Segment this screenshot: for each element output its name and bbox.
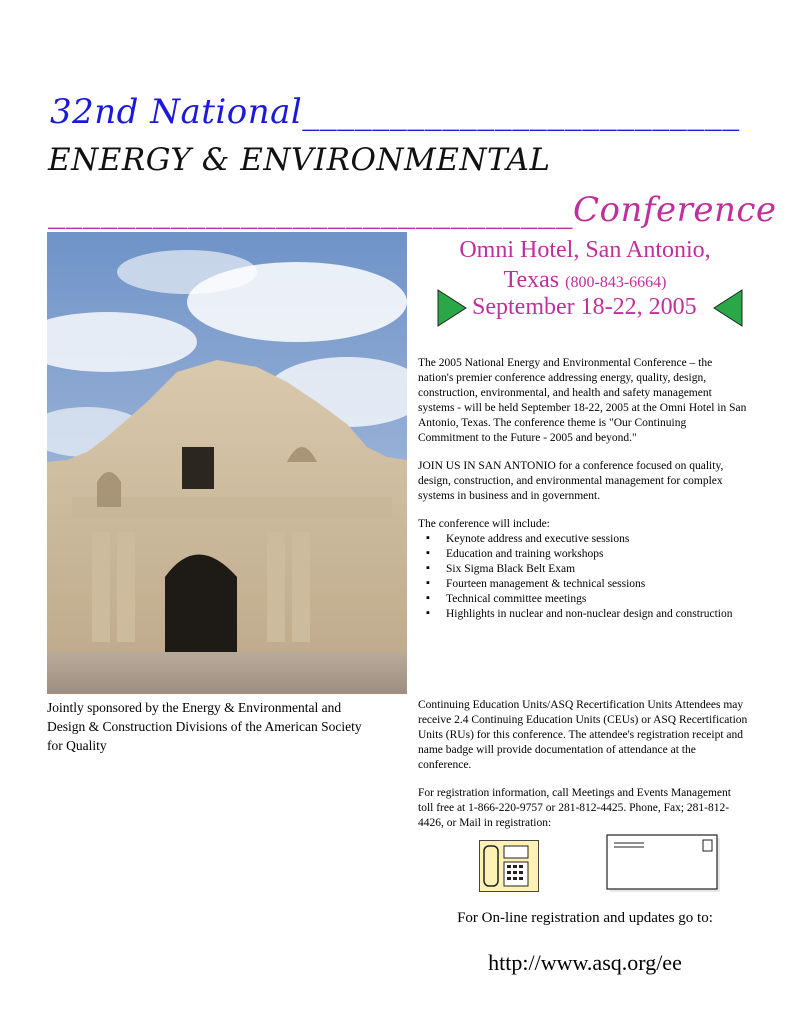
registration-paragraph: For registration information, call Meetings and Events Management toll free at 1-866-220-9757 or 281-812-4425. Phone, Fax; 281-812-4426, or Mail in registration:	[418, 787, 731, 829]
title-line-1: 32nd National_________________________	[50, 92, 740, 132]
conference-dates: September 18-22, 2005	[472, 294, 697, 320]
intro-text	[418, 356, 748, 622]
envelope-icon	[606, 834, 722, 894]
venue-line-1: Omni Hotel, San Antonio,	[459, 237, 711, 263]
online-registration-text: For On-line registration and updates go to:	[457, 910, 713, 926]
title-line-2: ENERGY & ENVIRONMENTAL	[48, 142, 551, 178]
venue-phone: (800-843-6664)	[565, 274, 667, 291]
title-conference: Conference	[573, 190, 777, 230]
telephone-icon	[479, 840, 539, 892]
venue-state: Texas	[503, 267, 560, 293]
list-item: ▪ Keynote address and executive sessions	[446, 532, 748, 547]
registration-link[interactable]: http://www.asq.org/ee	[488, 950, 682, 975]
title-rule: ______________________________	[48, 190, 573, 230]
list-item: ▪ Fourteen management & technical sessions	[446, 577, 748, 592]
list-item: ▪ Education and training workshops	[446, 547, 748, 562]
dates-row	[436, 288, 766, 328]
arrow-left-icon	[712, 288, 744, 328]
conference-features-list	[418, 532, 748, 622]
ceu-text	[418, 698, 748, 844]
sponsor-text: Jointly sponsored by the Energy & Environmental and Design & Construction Divisions of the American Society for Quality	[47, 700, 362, 753]
list-intro: The conference will include:	[418, 518, 550, 530]
title-line-3	[48, 190, 777, 230]
ceu-paragraph: Continuing Education Units/ASQ Recertification Units Attendees may receive 2.4 Continuing Education Units (CEUs) or ASQ Recertification Units (RUs) for this conference. The attendee's registration receipt and name badge will provide documentation of attendance at the conference.	[418, 699, 748, 771]
intro-paragraph-2: JOIN US IN SAN ANTONIO for a conference focused on quality, design, construction, and environmental management for complex systems in business and in government.	[418, 460, 724, 502]
list-item: ▪ Technical committee meetings	[446, 592, 748, 607]
intro-paragraph-1: The 2005 National Energy and Environmental Conference – the nation's premier conference addressing energy, quality, design, construction, environmental, and health and safety management systems - will be held September 18-22, 2005 at the Omni Hotel in San Antonio, Texas. The conference theme is "Our Continuing Commitment to the Future - 2005 and beyond."	[418, 357, 747, 444]
arrow-right-icon	[436, 288, 468, 328]
list-item: ▪ Six Sigma Black Belt Exam	[446, 562, 748, 577]
alamo-photo	[47, 232, 407, 694]
list-item: ▪ Highlights in nuclear and non-nuclear design and construction	[446, 607, 748, 622]
